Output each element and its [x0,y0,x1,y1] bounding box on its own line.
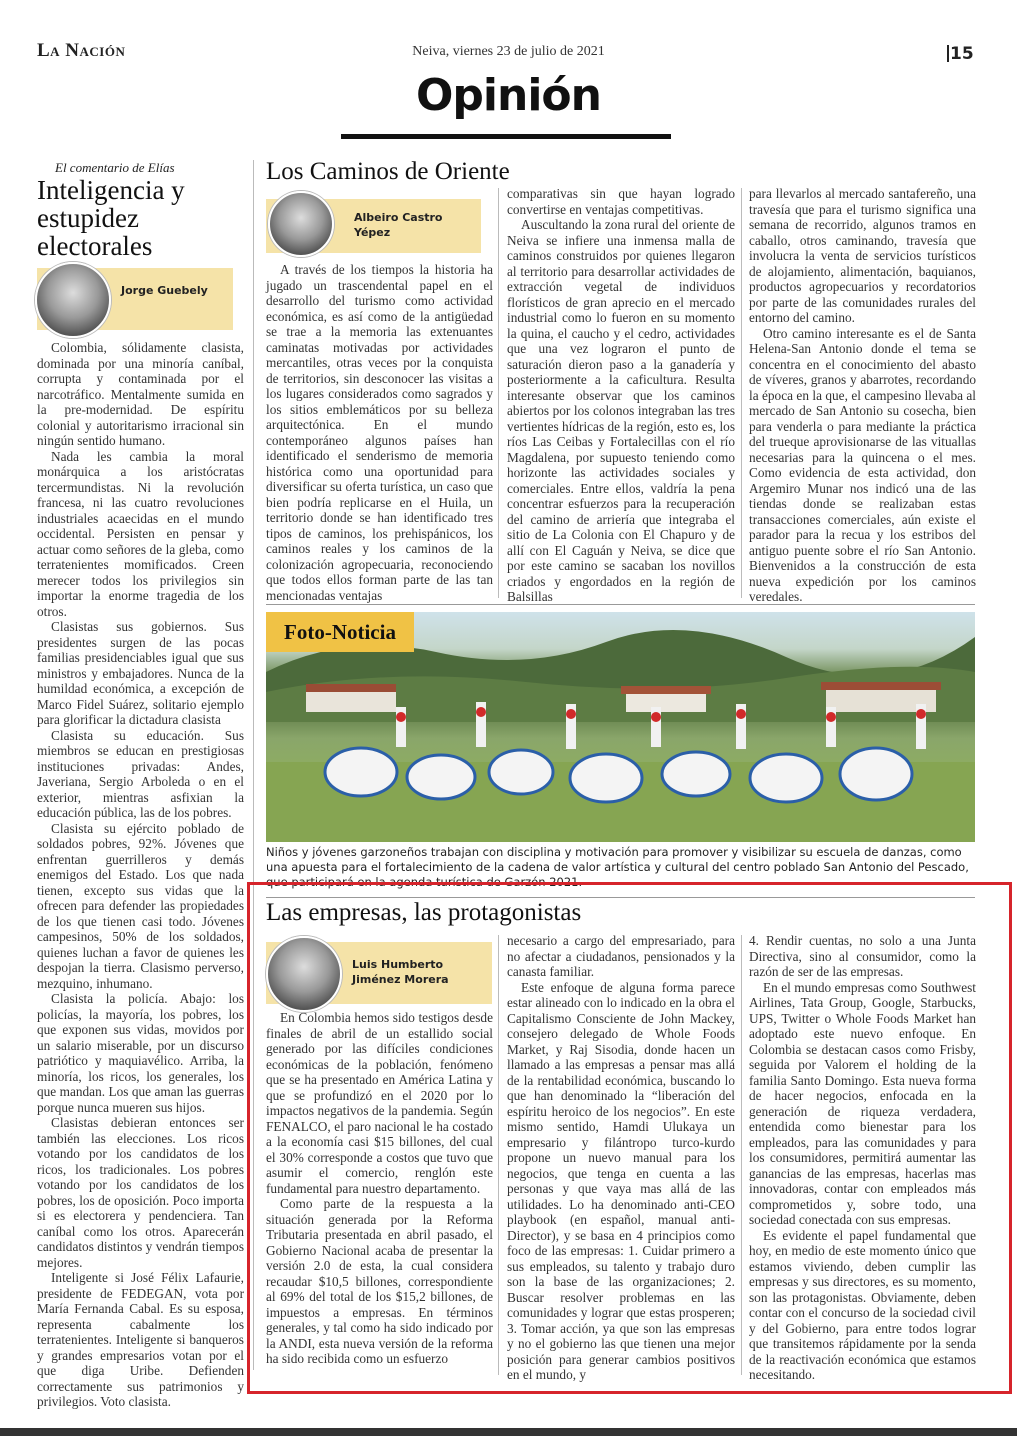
paragraph: Nada les cambia la moral monárquica a los aristócratas tercermundistas. Ni la revolución francesa, ni las cuatro revoluciones industriales acaecidas en el mundo occidental. Persisten en pensar y actuar como señores de la gleba, como terratenientes momificados. Creen merecer todos los privilegios sin importar la enorme tragedia de los otros. [37,448,244,619]
paragraph: Clasista su ejército poblado de soldados pobres, 92%. Jóvenes que enfrentan guerrilleros y demás enemigos del Estado. Los que nada tienen, excepto sus vidas que la ofrecen para defender las propiedades de los que tienen casi todo. Jóvenes campesinos, 50% de los soldados, quienes luchan a favor de quienes les despojan la tierra. Clasismo perverso, mezquino, inhumano. [37,820,244,991]
paragraph-continued: comparativas sin que hayan logrado convertirse en ventajas competitivas. [507,186,735,217]
section-title: Opinión [416,70,601,121]
paragraph: Este enfoque de alguna forma parece estar alineado con lo indicado en la obra el Capitalismo Consciente de John Mackey, consejero delegado de Whole Foods Market, y Raj Sisodia, donde hacen un llamado a las empresas a pensar mas allá de la rentabilidad económica, buscando lo que han denominado la “liberación del espíritu heroico de los negocios”. En este mismo sentido, Hamdi Ulukaya un empresario y filántropo turco-kurdo propone un nuevo manual para los negocios, que tenga en cuenta a las personas y que vaya mas allá de las utilidades. Lo ha denominado anti-CEO playbook (en español, manual anti-Director), y se basa en 4 principios como foco de las empresas: 1. Cuidar primero a sus empleados, su talento y trabajo duro son la base de las organizaciones; 2. Buscar resolver problemas en las comunidades y lograr que estas prosperen; 3. Tomar acción, ya que son las empresas y no el gobierno las que tienen una mejor posición para generar cambios positivos en el mundo, y [507,979,735,1382]
foto-noticia-caption: Niños y jóvenes garzoneños trabajan con disciplina y motivación para promover y visibilizar su escuela de danzas, como una apuesta para el fortalecimiento de la cadena de valor artística y cultural del centro poblado San Antonio del Pescado, que participará en la agenda turística de Garzón 2021. [266,845,969,889]
paragraph-continued: necesario a cargo del empresariado, para no afectar a ciudadanos, pensionados y la canasta familiar. [507,933,735,979]
top-article-title: Los Caminos de Oriente [266,158,510,185]
column-divider [741,188,742,598]
bottom-article-title: Las empresas, las protagonistas [266,899,582,926]
paragraph: En Colombia hemos sido testigos desde finales de abril de un estallido social generado por las difíciles condiciones económicas de la población, fenómeno que se ha presentado en América Latina y que se profundizó en el 2020 por lo impactos negativos de la pandemia. Según FENALCO, el paro nacional le ha costado a la economía casi $15 billones, del cual el 30% corresponde a costos que tuvo que asumir el comercio, renglón este fundamental para nuestro departamento. [266,1010,493,1196]
left-article-title: Inteligencia y estupidez electorales [37,175,185,261]
author-photo [35,262,111,338]
paragraph: Colombia, sólidamente clasista, dominada por una minoría caníbal, corrupta y contaminada por el narcotráfico. Mentalmente sumida en la pre-modernidad. De espíritu colonial y autoritarismo irracional sin ningún sentido humano. [37,340,244,448]
top-article-col2 [507,186,735,605]
top-author-name: Albeiro Castro Yépez [354,211,443,239]
paragraph: Clasistas sus gobiernos. Sus presidentes surgen de las pocas familias presidenciables igual que sus ministros y embajadores. Nunca de la humildad económica, a excepción de Marco Fidel Suárez, solitario ejemplo para glorificar la dictadura clasista [37,619,244,727]
paragraph: Inteligente si José Félix Lafaurie, presidente de FEDEGAN, vota por María Fernanda Cabal. Es su esposa, representa cabalmente los terratenientes. Inteligente si banqueros y grandes empresarios votan por el que diga Uribe. Defienden correctamente sus patrimonios y privilegios. Voto clasista. [37,1270,244,1409]
page-number: 15 [950,44,974,64]
bottom-author-name: Luis Humberto Jiménez Morera [352,958,449,986]
foto-noticia-label: Foto-Noticia [266,612,414,652]
top-author-card [266,199,481,253]
paragraph: Otro camino interesante es el de Santa Helena-San Antonio donde el tema se concentra en el conocimiento del abasto de víveres, granos y abarrotes, recordando la época en la que, el campesino llevaba al mercado de San Antonio su cosecha, bien para venderla o para mediante la práctica del trueque aprovisionarse de las vituallas necesarias para la quincena o el mes. Como evidencia de esta actividad, don Argemiro Munar nos indicó una de las tiendas donde se realizaban estas transacciones comerciales, aún existe el parador para la recua y los estribos del antiguo puente sobre el río San Antonio. Bienvenidos a la construcción de esta nueva expedición por los caminos veredales. [749,325,976,604]
paragraph: Clasistas debieran entonces ser también las elecciones. Los ricos votando por los candidatos de los ricos, los tradicionales. Los pobres votando por los candidatos de los pobres, los de oposición. Poco importa si es electorera y pendenciera. Tan caníbal como los otros. Aparecerán candidatos distintos y vendrán tiempos mejores. [37,1115,244,1270]
top-article-col3 [749,186,976,605]
section-divider [266,604,975,605]
highlight-box [247,882,1012,1394]
author-photo [268,191,334,257]
bottom-bar [0,1428,1017,1436]
paragraph-continued: para llevarlos al mercado santafereño, una travesía que para el turismo significa una semana de recorrido, algunos tramos en caballo, otros caminando, travesía que involucra la venta de servicios turísticos de alojamiento, alimentación, baquianos, productos agropecuarios y recordatorios por parte de las comunidades rurales del entorno del camino. [749,186,976,325]
column-divider [498,188,499,598]
column-kicker: El comentario de Elías [55,160,175,175]
left-author-card [37,268,233,330]
paragraph: En el mundo empresas como Southwest Airlines, Tata Group, Google, Starbucks, UPS, Twitter o Whole Foods Market han adoptado este nuevo enfoque. En Colombia se destacan casos como Frisby, seguida por Valorem el holding de la familia Santo Domingo. Esta nueva forma de hacer negocios, enfocada en la generación de riqueza verdadera, entendida como bienestar para los empleados, para las comunidades y para los consumidores, permitirá aumentar las ganancias de las empresas, hacerlas mas innovadoras, contar con empleados más comprometidos y, sobre todo, una sociedad conectada con sus empresas. [749,979,976,1227]
paragraph: Auscultando la zona rural del oriente de Neiva se infiere una inmensa malla de caminos construidos por quienes llegaron al territorio para desarrollar actividades de extracción vegetal de individuos florísticos de gran aprecio en el mercado industrial como lo fueron en su momento la quina, el caucho y el cedro, actividades que una vez lograron el punto de saturación dieron paso a la ganadería y posteriormente a la caficultura. Resulta interesante observar que los caminos abiertos por los colonos integraban las tres vertientes hídricas de la región, esto es, los ríos Las Ceibas y Fortalecillas con el río Magdalena, por supuesto teniendo como horizonte las actividades sociales y comerciales. Entre ellos, valdría la pena concentrar esfuerzos para la recuperación del camino de arriería que integraba el sitio de La Colonia con El Chapuro y de allí con El Caguán y Neiva, se dice que por este camino se sacaban los novillos criados y engordados en la región de Balsillas [507,217,735,604]
paragraph: Como parte de la respuesta a la situación generada por la Reforma Tributaria presentada en abril pasado, el Gobierno Nacional acaba de presentar la versión 2.0 de esta, la cual considera recaudar $10,5 billones, correspondiente al 69% del total de los $15,2 billones, de impuestos a empresas. En términos generales, y tal como ha sido indicado por la ANDI, esta nueva versión de la reforma ha sido recibida como un esfuerzo [266,1196,493,1366]
paragraph: Clasista la policía. Abajo: los policías, la mayoría, los pobres, los que exponen sus vidas, movidos por un salario miserable, por un discurso patriótico y maquiavélico. Arriba, la minoría, los ricos, los generales, los que mandan. Los que aman las guerras porque nunca mueren sus hijos. [37,991,244,1115]
dateline: Neiva, viernes 23 de julio de 2021 [412,44,605,59]
paragraph: Es evidente el papel fundamental que hoy, en medio de este momento único que estamos viviendo, deben cumplir las empresas y sus directores, es su momento, son las protagonistas. Obviamente, deben contar con el concurso de la sociedad civil y del Gobierno, para entre todos lograr que transitemos rápidamente por la senda de la reactivación económica que estamos necesitando. [749,1227,976,1382]
left-author-name: Jorge Guebely [121,284,208,297]
top-article-col1 [266,262,493,603]
paragraph: A través de los tiempos la historia ha jugado un trascendental papel en el desarrollo del turismo como actividad económica, es así como de la antigüedad se trae a la memoria las extenuantes caminatas motivadas por actividades mercantiles, otras veces por la conquista de territorios, sin desconocer las visitas a los lugares considerados como sagrados y los sitios emblemáticos por su belleza arquitectónica. En el mundo contemporáneo algunos países han identificado el senderismo de memoria histórica como una oportunidad para diversificar su oferta turística, un caso que bien podría replicarse en el Huila, un territorio donde se han identificado tres tipos de caminos, los prehispánicos, los caminos reales y los caminos de la colonización agropecuaria, reconociendo que todos ellos forman parte de las tan mencionadas ventajas [266,262,493,603]
section-rule [341,134,671,139]
newspaper-masthead: La Nación [37,40,126,61]
paragraph: Clasista su educación. Sus miembros se educan en prestigiosas instituciones privadas: Andes, Javeriana, Sergio Arboleda o en el exterior, mientras asfixian la educación pública, las de los pobres. [37,727,244,820]
paragraph-continued: 4. Rendir cuentas, no solo a una Junta Directiva, sino al consumidor, como la razón de ser de las empresas. [749,933,976,979]
left-article-body [37,340,244,1410]
